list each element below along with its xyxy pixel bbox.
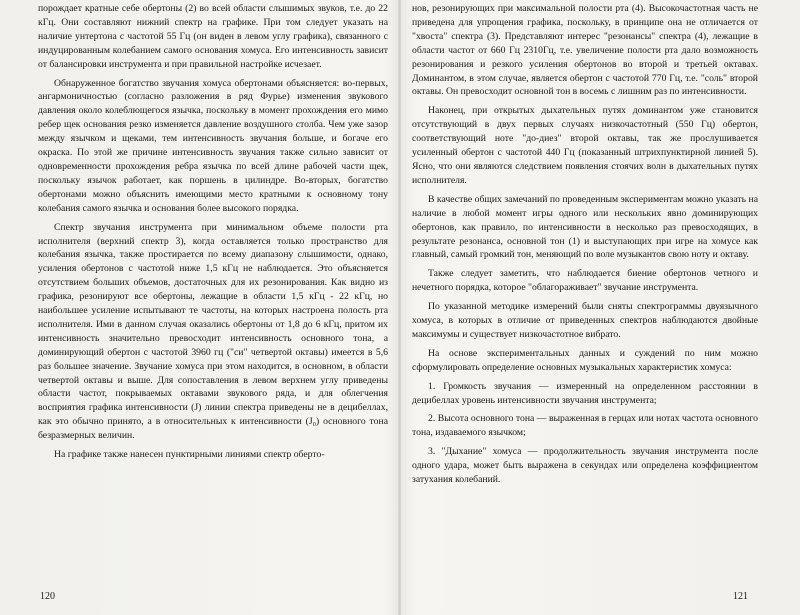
paragraph: На графике также нанесен пунктирными линиями спектр оберто- xyxy=(54,449,325,461)
paragraph: По указанной методике измерений были сняты спектрограммы двуязычного хомуса, в которых в отличие от приведенных спектров наблюдаются двойные максимумы и существует низкочастотное вибрато. xyxy=(412,301,758,340)
paragraph: В качестве общих замечаний по проведенным экспериментам можно указать на наличие в любой момент игры одного или нескольких явно доминирующих обертонов, как правило, по интенсивности в несколько раз превосходящих, в результате резонанса, основной тон (1) и выступающих при игре на хомусе как главный, самый громкий тон, меняющий по воле музыкантов свою ноту и октаву. xyxy=(412,193,758,261)
paragraph: Обнаруженное богатство звучания хомуса обертонами объясняется: во-первых, ангармоничностью (согласно разложения в ряд Фурье) изменения звукового давления около колеблющегося язычка, поскольку в момент прохождения его мимо ребер щек основания резко изменяется давление воздушного столба. Чем уже зазор между язычком и щеками, тем интенсивность звучания больше, и богаче его окраска. По этой же причине интенсивность звучания также сильно зависит от одновременности прохождения ребра язычка по всей длине рабочей части щек, поскольку язычок работает, как поршень в цилиндре. Во-вторых, богатство обертонами можно объяснить имеющими место кратными к основному тону колебания самого язычка и основания более высокого порядка. xyxy=(38,77,388,214)
list-item: 1. Громкость звучания — измеренный на определенном расстоянии в децибеллах уровень интенсивности звучания инструмента; xyxy=(412,380,758,406)
paragraph: Также следует заметить, что наблюдается биение обертонов четного и нечетного порядка, которое "облагораживает" звучание инструмента. xyxy=(412,268,758,294)
page-number-right: 121 xyxy=(733,591,748,602)
left-page xyxy=(38,2,388,462)
paragraph: На основе экспериментальных данных и суждений по ним можно сформулировать определение основных музыкальных характеристик хомуса: xyxy=(412,347,758,373)
page-gutter xyxy=(398,0,401,615)
right-page xyxy=(412,2,758,487)
list-item: 3. "Дыхание" хомуса — продолжительность звучания инструмента после одного удара, может быть выражена в секундах или определена коэффициентом затухания колебаний. xyxy=(412,446,758,486)
list-item: 2. Высота основного тона — выраженная в герцах или нотах частота основного тона, издаваемого язычком; xyxy=(412,413,758,439)
paragraph: порождает кратные себе обертоны (2) во всей области слышимых звуков, т.е. до 22 кГц. Они составляют нижний спектр на графике. При том следует указать на наличие унтертона с частотой 55 Гц (он виден в левом углу графика), связанного с индуцированным колебанием самого основания хомуса. Его интенсивность зависит от балансировки инструмента и при правильной настройке исчезает. xyxy=(38,3,388,70)
paragraph: нов, резонирующих при максимальной полости рта (4). Высокочастотная часть не приведена для упрощения графика, поскольку, в принципе она не отличается от "хвоста" спектра (3). Представляют интерес "резонансы" спектра (4), лежащие в области частот от 660 Гц 2310Гц, т.е. увеличение полости рта дало возможность резонирования и резкого усиления обертонов во второй и третьей октавах. Доминантом, в этом случае, является обертон с частотой 770 Гц, т.е. "соль" второй октавы. Он превосходит основной тон в восемь с лишним раз по интенсивности. xyxy=(412,3,758,98)
paragraph: Спектр звучания инструмента при минимальном объеме полости рта исполнителя (верхний спектр 3), когда оставляется только пространство для колебания язычка, также простирается по всему диапазону слышимости, однако, усиления обертонов с частотой ниже 1,5 кГц не наблюдается. Это объясняется отсутствием больших объемов, достаточных для их резонирования. Как видно из графика, резонируют все обертоны, лежащие в области 1,5 кГц - 22 кГц, но наибольшее усиление испытывают те частоты, на которых настроена полость рта исполнителя. Ими в данном случая оказались обертоны от 1,8 до 6 кГц, притом их интенсивность значительно превосходит интенсивность основного тона, а доминирующий обертон с частотой 3960 гц ("си" четвертой октавы) имеется в 5,6 раз большее значение. Звучание хомуса при этом находится, в основном, в области четвертой октавы и выше. Для сопоставления в левом верхнем углу приведены области частот, покрываемых октавами звукового ряда, и для облегчения восприятия графика интенсивности (J) линии спектра приведены не в децибеллах, как это обычно принято, а в относительных к интенсивности (J₀) основного тона безразмерных величин. xyxy=(38,221,388,442)
page-number-left: 120 xyxy=(40,591,55,602)
paragraph: Наконец, при открытых дыхательных путях доминантом уже становится отсутствующий в двух первых случаях низкочастотный (550 Гц) обертон, соответствующий ноте "до-диез" второй октавы, так же прослушивается усиленный обертон с частотой 440 Гц (показанный штрихпунктирной линией 5). Ясно, что они являются следствием появления стоячих волн в дыхательных путях исполнителя. xyxy=(412,105,758,186)
